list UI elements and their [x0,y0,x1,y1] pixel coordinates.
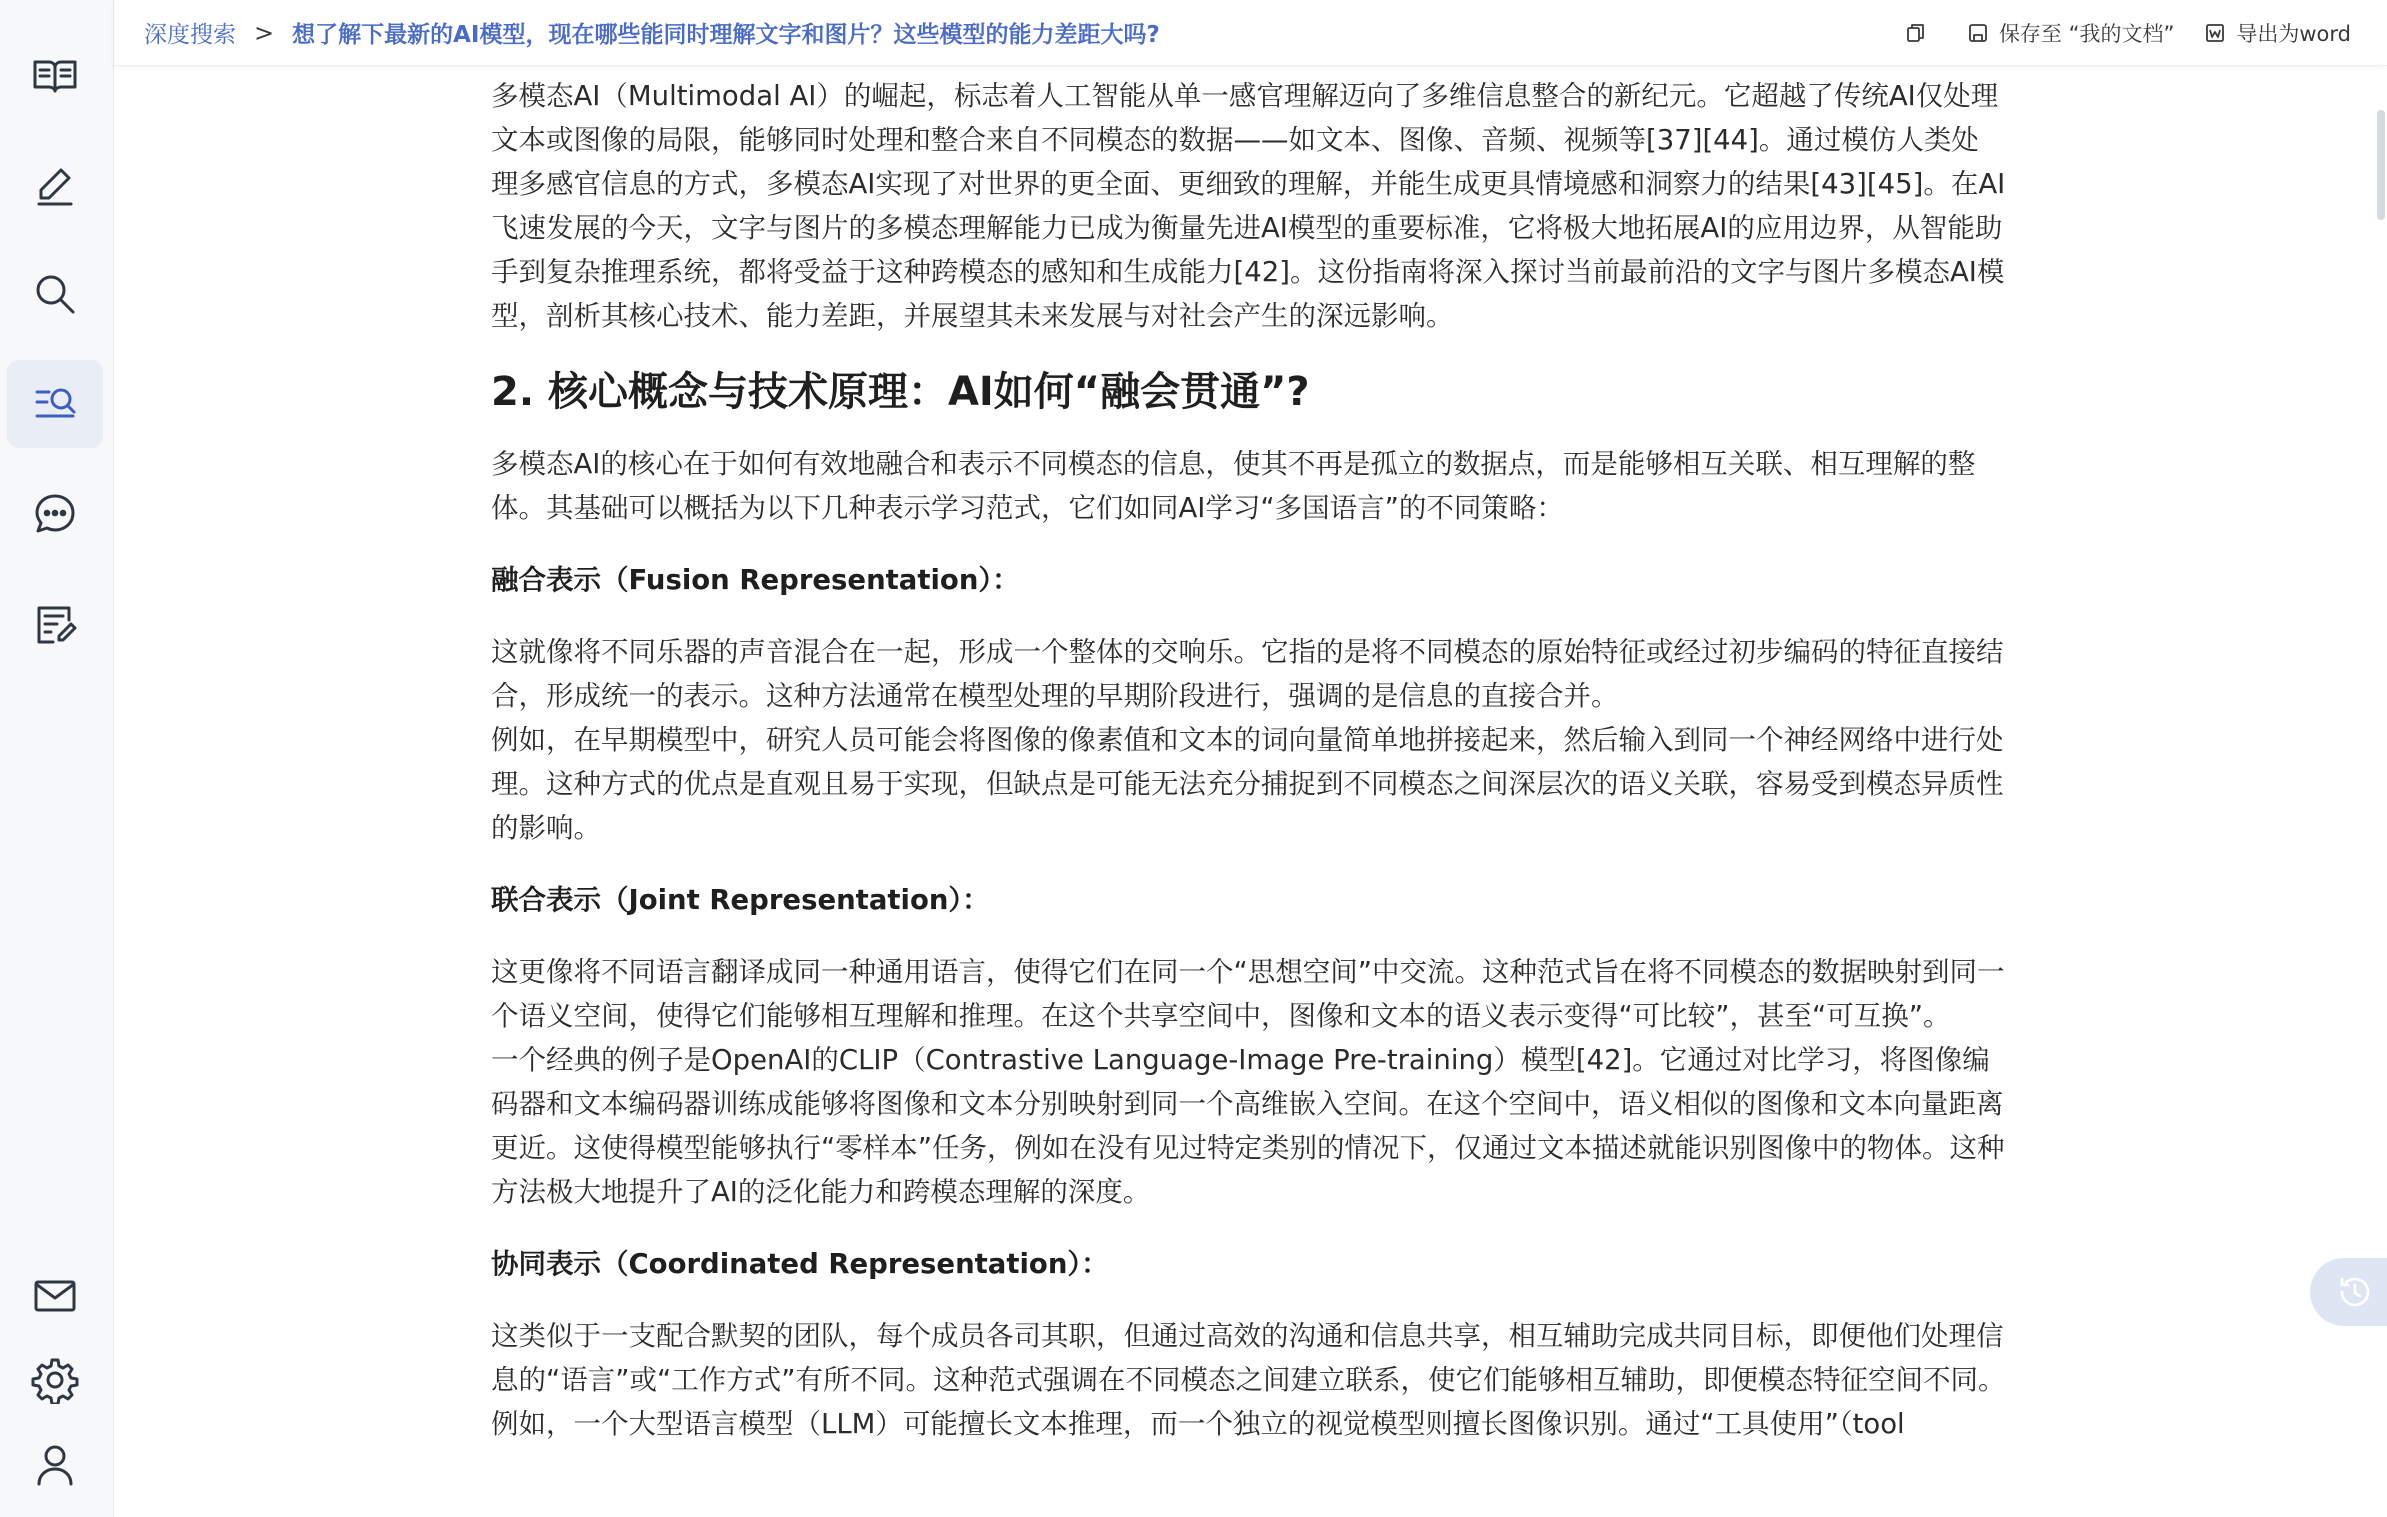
copy-button[interactable] [1905,22,1937,44]
sidebar-item-notes[interactable] [7,580,103,668]
history-icon [2336,1273,2374,1311]
breadcrumb-current-title: 想了解下最新的AI模型，现在哪些能同时理解文字和图片？这些模型的能力差距大吗? [292,22,1160,48]
sidebar-item-settings[interactable] [7,1336,103,1424]
coordinated-subheading: 协同表示（Coordinated Representation）： [491,1248,1109,1280]
mail-icon [31,1272,79,1320]
fusion-subheading: 融合表示（Fusion Representation）： [491,564,1020,596]
breadcrumb-separator: > [254,18,275,47]
section-intro-paragraph: 多模态AI的核心在于如何有效地融合和表示不同模态的信息，使其不再是孤立的数据点，而是能够相互关联、相互理解的整体。其基础可以概括为以下几种表示学习范式，它们如同AI学习“多国语言”的不同策略： [491,448,1976,524]
save-label: 保存至 “我的文档” [1998,22,2175,46]
list-search-icon [31,380,79,428]
joint-paragraph: 这更像将不同语言翻译成同一种通用语言，使得它们在同一个“思想空间”中交流。这种范式旨在将不同模态的数据映射到同一个语义空间，使得它们能够相互理解和推理。在这个共享空间中，图像和文本的语义表示变得“可比较”，甚至“可互换”。 [491,956,2005,1032]
word-export-icon [2204,22,2226,44]
joint-subheading: 联合表示（Joint Representation）： [491,884,990,916]
chat-bubble-icon [31,490,79,538]
fusion-example-paragraph: 例如，在早期模型中，研究人员可能会将图像的像素值和文本的词向量简单地拼接起来，然后输入到同一个神经网络中进行处理。这种方式的优点是直观且易于实现，但缺点是可能无法充分捕捉到不同模态之间深层次的语义关联，容易受到模态异质性的影响。 [491,724,2004,844]
history-float-button[interactable] [2310,1258,2387,1326]
sidebar-item-search[interactable] [7,250,103,338]
sidebar-item-deep-search[interactable] [7,360,103,448]
joint-example-paragraph: 一个经典的例子是OpenAI的CLIP（Contrastive Language-Image Pre-training）模型[42]。它通过对比学习，将图像编码器和文本编码器训练成能够将图像和文本分别映射到同一个高维嵌入空间。在这个空间中，语义相似的图像和文本向量距离更近。这使得模型能够执行“零样本”任务，例如在没有见过特定类别的情况下，仅通过文本描述就能识别图像中的物体。这种方法极大地提升了AI的泛化能力和跨模态理解的深度。 [491,1044,2005,1208]
breadcrumb-root-link[interactable]: 深度搜索 [144,22,236,48]
book-open-icon [31,52,79,100]
sidebar-item-read[interactable] [7,32,103,120]
sidebar-item-chat[interactable] [7,470,103,558]
coordinated-paragraph: 这类似于一支配合默契的团队，每个成员各司其职，但通过高效的沟通和信息共享，相互辅助完成共同目标，即便他们处理信息的“语言”或“工作方式”有所不同。这种范式强调在不同模态之间建立联系，使它们能够相互辅助，即便模态特征空间不同。 [491,1320,2006,1396]
sidebar-item-profile[interactable] [7,1420,103,1508]
top-header [114,0,2387,66]
save-to-docs-button[interactable] [1967,18,2174,48]
scrollbar[interactable] [2377,110,2385,220]
user-icon [31,1440,79,1488]
intro-paragraph: 多模态AI（Multimodal AI）的崛起，标志着人工智能从单一感官理解迈向了多维信息整合的新纪元。它超越了传统AI仅处理文本或图像的局限，能够同时处理和整合来自不同模态的数据——如文本、图像、音频、视频等[37][44]。通过模仿人类处理多感官信息的方式，多模态AI实现了对世界的更全面、更细致的理解，并能生成更具情境感和洞察力的结果[43][45]。在AI飞速发展的今天，文字与图片的多模态理解能力已成为衡量先进AI模型的重要标准，它将极大地拓展AI的应用边界，从智能助手到复杂推理系统，都将受益于这种跨模态的感知和生成能力[42]。这份指南将深入探讨当前最前沿的文字与图片多模态AI模型，剖析其核心技术、能力差距，并展望其未来发展与对社会产生的深远影响。 [491,80,2006,332]
breadcrumb [114,16,1160,49]
coordinated-example-paragraph: 例如，一个大型语言模型（LLM）可能擅长文本推理，而一个独立的视觉模型则擅长图像识别。通过“工具使用”（tool [491,1408,1905,1440]
save-icon [1967,22,1989,44]
sidebar-item-mail[interactable] [7,1252,103,1340]
article-content [491,66,2006,1446]
export-word-button[interactable] [2204,18,2351,48]
export-label: 导出为word [2236,22,2351,46]
sidebar-item-write[interactable] [7,142,103,230]
copy-icon [1905,22,1927,44]
search-icon [31,270,79,318]
section-heading: 2. 核心概念与技术原理：AI如何“融会贯通”? [491,369,1310,415]
header-toolbar [1875,0,2351,66]
fusion-paragraph: 这就像将不同乐器的声音混合在一起，形成一个整体的交响乐。它指的是将不同模态的原始特征或经过初步编码的特征直接结合，形成统一的表示。这种方法通常在模型处理的早期阶段进行，强调的是信息的直接合并。 [491,636,2004,712]
gear-icon [31,1356,79,1404]
sidebar [0,0,114,1517]
note-edit-icon [31,600,79,648]
pencil-icon [31,162,79,210]
